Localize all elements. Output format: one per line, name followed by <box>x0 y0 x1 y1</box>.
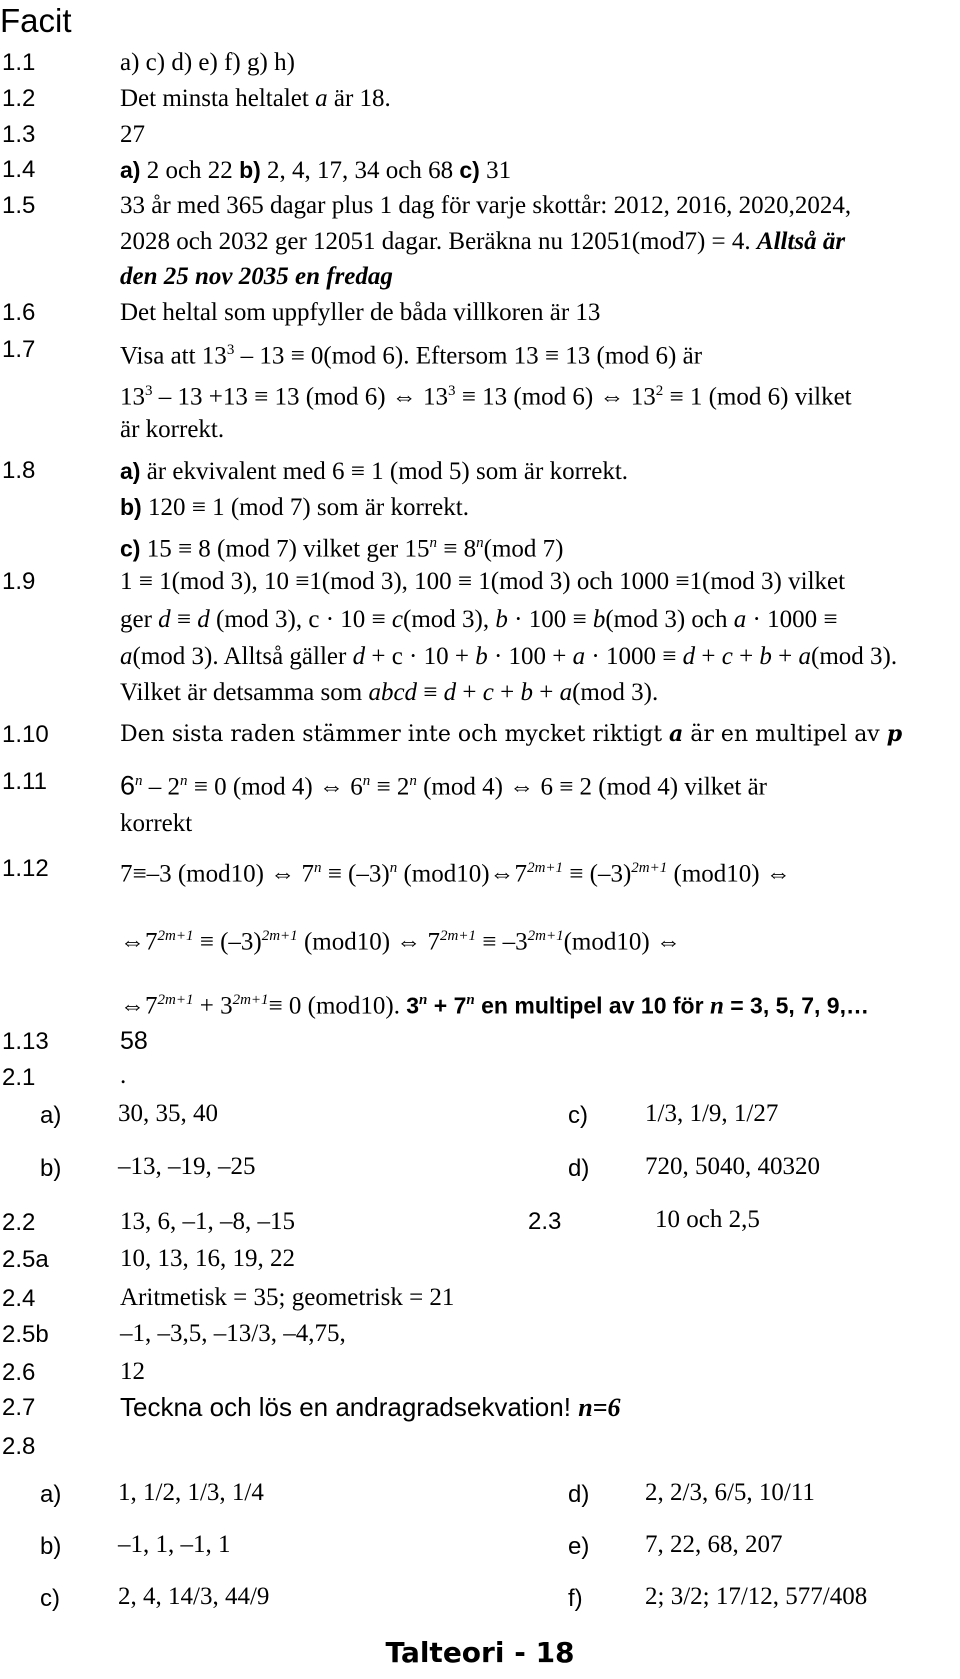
sub-answer: 720, 5040, 40320 <box>645 1153 820 1180</box>
answer-text: $\Leftrightarrow 7^{2m+1} \equiv (-3)^{2m+1}$ (mod10) ⇔ $7^{2m+1} \equiv -3^{2m+1}(mod10)$ ⇔ <box>120 928 681 956</box>
answer-text: a) c) d) e) f) g) h) <box>120 49 295 76</box>
answer-text: Teckna och lös en andragradsekvation! n=6 <box>120 1392 621 1422</box>
problem-number: 1.2 <box>2 85 36 112</box>
problem-number: 1.9 <box>2 568 36 595</box>
answer-text: Visa att $13^3 - 13 \equiv 0(mod$ 6). Eftersom 13 ≡ 13 (mod 6) är <box>120 342 703 370</box>
sub-answer: 1, 1/2, 1/3, 1/4 <box>118 1479 264 1506</box>
answer-text: 13, 6, –1, –8, –15 <box>120 1208 295 1235</box>
problem-number: 1.4 <box>2 156 36 183</box>
sub-label: f) <box>568 1585 583 1612</box>
answer-text: $13^3 - 13 +13 \equiv 13$ (mod 6) ⇔ $13^3 \equiv 13$ (mod 6) ⇔ $13^2 \equiv 1$ (mod 6) vilket <box>120 383 852 411</box>
problem-number: 2.7 <box>2 1394 36 1421</box>
answer-text: Vilket är detsamma som abcd ≡ d + c + b + a(mod 3). <box>120 679 659 706</box>
answer-text: Det minsta heltalet a är 18. <box>120 85 391 112</box>
answer-text-emphasis: den 25 nov 2035 en fredag <box>120 263 393 290</box>
problem-number: 1.10 <box>2 721 49 748</box>
problem-number: 1.3 <box>2 121 36 148</box>
answer-text: b) 120 ≡ 1 (mod 7) som är korrekt. <box>120 494 469 521</box>
answer-text: –1, –3,5, –13/3, –4,75, <box>120 1320 346 1347</box>
problem-number: 2.4 <box>2 1285 36 1312</box>
answer-text: 12 <box>120 1358 145 1385</box>
sub-label: a) <box>40 1102 62 1129</box>
sub-label: d) <box>568 1155 590 1182</box>
sub-label: d) <box>568 1481 590 1508</box>
answer-text: är korrekt. <box>120 416 225 443</box>
problem-number: 1.13 <box>2 1028 49 1055</box>
answer-text: 10 och 2,5 <box>655 1206 760 1233</box>
sub-label: a) <box>40 1481 62 1508</box>
answer-text: 58 <box>120 1027 148 1055</box>
sub-answer: –13, –19, –25 <box>118 1153 256 1180</box>
sub-label: b) <box>40 1533 62 1560</box>
sub-label: e) <box>568 1533 590 1560</box>
problem-number: 2.6 <box>2 1359 36 1386</box>
answer-text: 7≡–3 (mod10) ⇔ $7^n \equiv (-3)^n$ $(mod10)\Leftrightarrow 7^{2m+1} \equiv (-3)^{2m+1}$ (mod10) ⇔ <box>120 860 791 888</box>
problem-number: 2.8 <box>2 1433 36 1460</box>
answer-text: a) 2 och 22 b) 2, 4, 17, 34 och 68 c) 31 <box>120 157 512 184</box>
answer-text: 10, 13, 16, 19, 22 <box>120 1245 295 1272</box>
sub-label: c) <box>568 1102 588 1129</box>
sub-label: b) <box>40 1155 62 1182</box>
sub-answer: –1, 1, –1, 1 <box>118 1531 231 1558</box>
answer-text: 1 ≡ 1(mod 3), 10 ≡1(mod 3), 100 ≡ 1(mod 3) och 1000 ≡1(mod 3) vilket <box>120 568 846 595</box>
problem-number: 2.2 <box>2 1209 36 1236</box>
answer-text: a(mod 3). Alltså gäller d + c · 10 + b · 100 + a · 1000 ≡ d + c + b + a(mod 3). <box>120 643 898 670</box>
answer-text: . <box>120 1062 127 1089</box>
problem-number: 1.1 <box>2 49 36 76</box>
page-title: Facit <box>0 2 72 39</box>
answer-text: 27 <box>120 121 145 148</box>
problem-number: 1.12 <box>2 855 49 882</box>
problem-number: 1.7 <box>2 336 36 363</box>
answer-text: korrekt <box>120 810 193 837</box>
sub-label: c) <box>40 1585 60 1612</box>
answer-text: c) 15 ≡ 8 (mod 7) vilket ger $15^n \equiv 8^n(mod$ 7) <box>120 535 564 563</box>
answer-text: $6^n - 2^n \equiv 0$ (mod 4) ⇔ $6^n \equiv 2^n$ (mod 4) ⇔ 6 ≡ 2 (mod 4) vilket är <box>120 770 767 801</box>
problem-number: 2.3 <box>528 1208 562 1235</box>
answer-text: Aritmetisk = 35; geometrisk = 21 <box>120 1284 455 1311</box>
sub-answer: 2, 4, 14/3, 44/9 <box>118 1583 270 1610</box>
problem-number: 2.5b <box>2 1321 49 1348</box>
answer-text: $\Leftrightarrow 7^{2m+1} + 3^{2m+1}\equiv 0$ (mod10). $3^n + 7^n$ en multipel av 10 för n = 3, 5, 7, 9,… <box>120 992 869 1020</box>
answer-text: ger d ≡ d (mod 3), c · 10 ≡ c(mod 3), b · 100 ≡ b(mod 3) och a · 1000 ≡ <box>120 606 838 633</box>
problem-number: 1.8 <box>2 457 36 484</box>
page-footer: Talteori - 18 <box>385 1636 575 1669</box>
problem-number: 1.11 <box>2 768 47 795</box>
problem-number: 2.5a <box>2 1246 49 1273</box>
sub-answer: 30, 35, 40 <box>118 1100 218 1127</box>
sub-answer: 2; 3/2; 17/12, 577/408 <box>645 1583 868 1610</box>
answer-text: Det heltal som uppfyller de båda villkoren är 13 <box>120 299 601 326</box>
answer-text: a) är ekvivalent med 6 ≡ 1 (mod 5) som är korrekt. <box>120 458 629 485</box>
answer-text: 33 år med 365 dagar plus 1 dag för varje skottår: 2012, 2016, 2020,2024, <box>120 192 852 219</box>
answer-text: 2028 och 2032 ger 12051 dagar. Beräkna nu 12051(mod7) = 4. Alltså är <box>120 228 846 255</box>
problem-number: 1.5 <box>2 192 36 219</box>
problem-number: 2.1 <box>2 1064 36 1091</box>
answer-text: Den sista raden stämmer inte och mycket riktigt a är en multipel av p <box>120 721 903 747</box>
sub-answer: 7, 22, 68, 207 <box>645 1531 783 1558</box>
problem-number: 1.6 <box>2 299 36 326</box>
sub-answer: 1/3, 1/9, 1/27 <box>645 1100 779 1127</box>
sub-answer: 2, 2/3, 6/5, 10/11 <box>645 1479 815 1506</box>
